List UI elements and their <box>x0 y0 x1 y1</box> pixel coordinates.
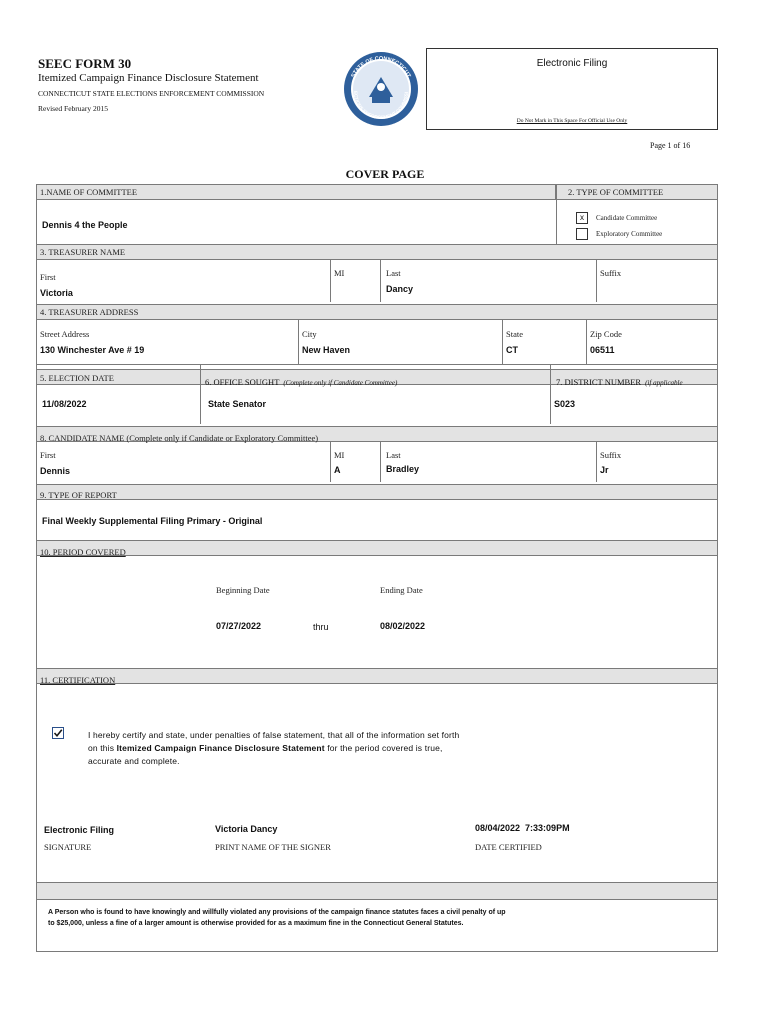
committee-name-label: 1.NAME OF COMMITTEE <box>40 187 138 197</box>
divider <box>502 320 503 364</box>
certification-label: 11. CERTIFICATION <box>40 675 116 685</box>
treasurer-first-value: Victoria <box>40 288 73 298</box>
state-seal-icon <box>342 50 420 128</box>
committee-type-label: 2. TYPE OF COMMITTEE <box>568 187 664 197</box>
office-sought-label-group <box>205 372 397 390</box>
report-type-value: Final Weekly Supplemental Filing Primary - Original <box>42 516 263 526</box>
state-label: State <box>506 329 523 339</box>
certification-line-3: accurate and complete. <box>88 756 180 766</box>
certification-line-2-post: for the period covered is true, <box>324 743 443 753</box>
section-3-bar <box>36 244 718 260</box>
official-use-box <box>426 48 718 130</box>
office-sought-value: State Senator <box>208 399 267 409</box>
candidate-name-label: 8. CANDIDATE NAME (Complete only if Candidate or Exploratory Committee) <box>40 433 319 443</box>
cover-page-title: COVER PAGE <box>345 167 425 181</box>
treasurer-address-label: 4. TREASURER ADDRESS <box>40 307 139 317</box>
form-subtitle: Itemized Campaign Finance Disclosure Statement <box>38 72 259 84</box>
seal-text-bottom: ECTIONS ENFORCEMENT COMMISSI <box>351 90 411 122</box>
street-address-value: 130 Winchester Ave # 19 <box>40 345 145 355</box>
ending-date-label: Ending Date <box>380 585 423 595</box>
treasurer-first-label: First <box>40 272 56 282</box>
page-number: Page 1 of 16 <box>650 141 691 150</box>
treasurer-mi-label: MI <box>334 268 345 278</box>
divider <box>596 260 597 302</box>
revised-date: Revised February 2015 <box>38 104 108 113</box>
election-date-label: 5. ELECTION DATE <box>40 373 114 383</box>
candidate-first-value: Dennis <box>40 466 71 476</box>
date-certified-value: 08/04/2022 7:33:09PM <box>475 823 570 833</box>
candidate-mi-value: A <box>334 465 341 475</box>
city-label: City <box>302 329 317 339</box>
treasurer-name-label: 3. TREASURER NAME <box>40 247 126 257</box>
certification-line-2 <box>88 743 442 753</box>
divider <box>36 364 718 365</box>
election-date-value: 11/08/2022 <box>42 399 87 409</box>
report-type-label: 9. TYPE OF REPORT <box>40 490 117 500</box>
state-value: CT <box>506 345 518 355</box>
form-title: SEEC FORM 30 <box>38 56 132 71</box>
date-certified-label: DATE CERTIFIED <box>475 842 542 852</box>
seal-text-top: STATE OF CONNECTICUT <box>350 55 412 79</box>
divider <box>550 364 551 424</box>
divider <box>330 260 331 302</box>
exploratory-committee-checkbox[interactable] <box>576 228 588 240</box>
signer-name-value: Victoria Dancy <box>215 824 278 834</box>
district-number-value: S023 <box>554 399 576 409</box>
treasurer-last-label: Last <box>386 268 401 278</box>
candidate-mi-label: MI <box>334 450 345 460</box>
office-sought-label: 6. OFFICE SOUGHT <box>205 377 280 387</box>
candidate-committee-label: Candidate Committee <box>596 214 658 222</box>
agency-name: CONNECTICUT STATE ELECTIONS ENFORCEMENT COMMISSION <box>38 89 265 98</box>
beginning-date-value: 07/27/2022 <box>216 621 262 631</box>
treasurer-last-value: Dancy <box>386 284 414 294</box>
penalty-notice-line-2: to $25,000, unless a fine of a larger amount is otherwise provided for as a maximum fine in the Connecticut General Statutes. <box>48 920 464 927</box>
candidate-suffix-label: Suffix <box>600 450 622 460</box>
filing-box-title: Electronic Filing <box>536 58 608 69</box>
treasurer-suffix-label: Suffix <box>600 268 622 278</box>
signature-value: Electronic Filing <box>44 825 115 835</box>
city-value: New Haven <box>302 345 351 355</box>
beginning-date-label: Beginning Date <box>216 585 270 595</box>
exploratory-committee-label: Exploratory Committee <box>596 230 663 238</box>
district-number-note: (if applicable <box>645 379 683 387</box>
section-11-bar <box>36 668 718 684</box>
period-covered-label: 10. PERIOD COVERED <box>40 547 126 557</box>
official-use-note: Do Not Mark in This Space For Official Use Only <box>516 118 628 124</box>
office-sought-note: (Complete only if Candidate Committee) <box>283 379 398 387</box>
section-10-bar <box>36 540 718 556</box>
penalty-notice-line-1: A Person who is found to have knowingly and willfully violated any provisions of the campaign finance statutes faces a civil penalty of up <box>48 909 506 916</box>
candidate-first-label: First <box>40 450 56 460</box>
divider <box>380 260 381 302</box>
divider <box>298 320 299 364</box>
certification-statement-name: Itemized Campaign Finance Disclosure Statement <box>116 743 325 753</box>
zip-code-value: 06511 <box>590 345 615 355</box>
thru-label: thru <box>313 622 329 632</box>
certification-line-2-pre: on this <box>88 743 117 753</box>
certification-checkbox[interactable] <box>52 727 64 739</box>
divider <box>596 442 597 482</box>
candidate-last-label: Last <box>386 450 401 460</box>
district-number-label-group <box>556 372 683 390</box>
signature-label: SIGNATURE <box>44 842 92 852</box>
signer-name-label: PRINT NAME OF THE SIGNER <box>215 842 331 852</box>
ending-date-value: 08/02/2022 <box>380 621 426 631</box>
divider <box>200 364 201 424</box>
district-number-label: 7. DISTRICT NUMBER <box>556 377 642 387</box>
candidate-suffix-value: Jr <box>600 465 609 475</box>
zip-code-label: Zip Code <box>590 329 622 339</box>
committee-name-value: Dennis 4 the People <box>42 220 128 230</box>
candidate-last-value: Bradley <box>386 464 420 474</box>
certification-line-1: I hereby certify and state, under penalties of false statement, that all of the information set forth <box>88 730 460 740</box>
divider <box>330 442 331 482</box>
section-9-bar <box>36 484 718 500</box>
divider <box>586 320 587 364</box>
checkmark-icon <box>53 728 63 738</box>
street-address-label: Street Address <box>40 329 90 339</box>
candidate-committee-checkbox[interactable]: x <box>576 212 588 224</box>
form-frame <box>36 184 718 952</box>
footer-bar <box>36 882 718 900</box>
divider <box>380 442 381 482</box>
